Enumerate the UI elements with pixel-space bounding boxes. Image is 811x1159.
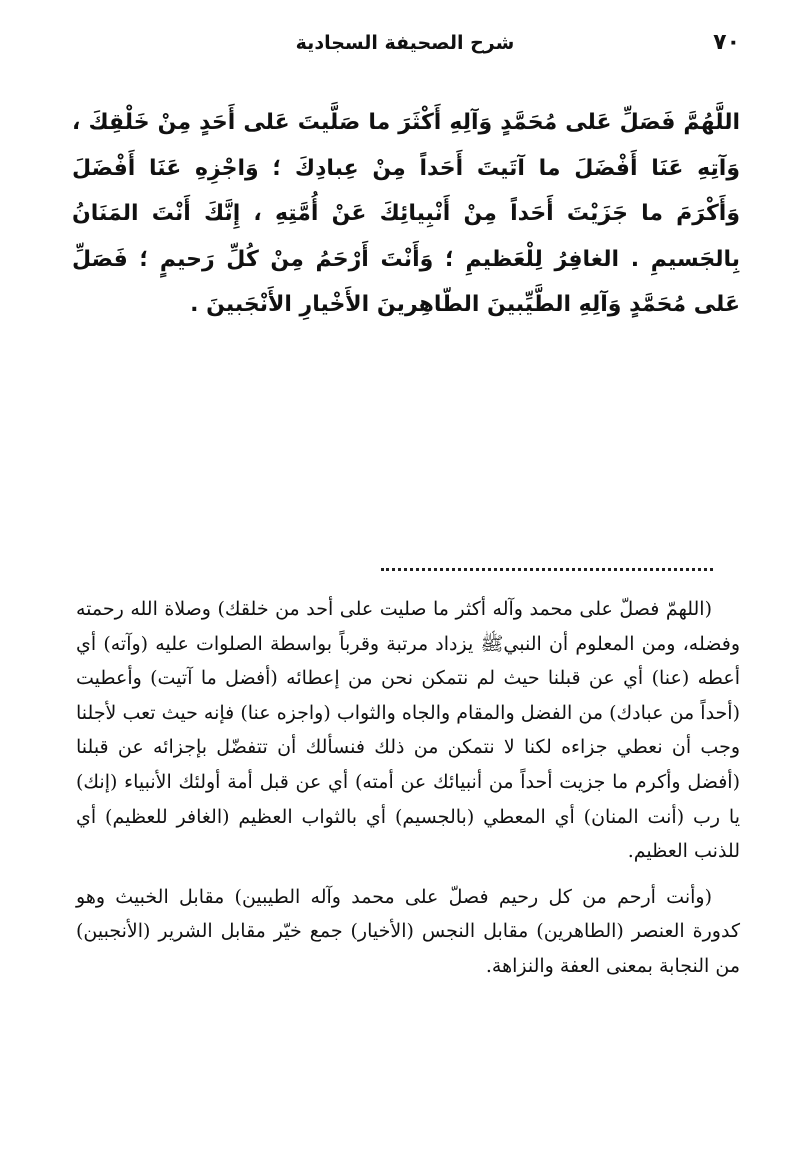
- commentary-paragraph-2: (وأنت أرحم من كل رحيم فصلّ على محمد وآله الطيبين) مقابل الخبيث وهو كدورة العنصر (الطاهرين) مقابل النجس (الأخيار) جمع خيّر مقابل الشرير (الأنجبين) من النجابة بمعنى العفة والنزاهة.: [76, 885, 740, 977]
- dotted-separator: [381, 568, 713, 571]
- running-title: شرح الصحيفة السجادية: [295, 32, 515, 54]
- page-header: [70, 28, 740, 62]
- commentary: [76, 592, 740, 995]
- commentary-paragraph-1: (اللهمّ فصلّ على محمد وآله أكثر ما صليت على أحد من خلقك) وصلاة الله رحمته وفضله، ومن المعلوم أن النبيﷺ يزداد مرتبة وقرباً بواسطة الصلوات عليه (وآته) أي أعطه (عنا) أي عن قبلنا حيث لم نتمكن نحن من إعطائه (أفضل ما آتيت) وأعطيت (أحداً من عبادك) من الفضل والمقام والجاه والثواب (واجزه عنا) فإنه حيث تعب لأجلنا وجب أن نعطي جزاءه لكنا لا نتمكن من ذلك فنسألك أن تتفضّل بإجزائه عن قبلنا (أفضل وأكرم ما جزيت أحداً من أنبيائك عن أمته) أي عن قبل أمة أولئك الأنبياء (إنك) يا رب (أنت المنان) أي المعطي (بالجسيم) أي بالثواب العظيم (الغافر للعظيم) أي للذنب العظيم.: [76, 598, 740, 863]
- page-number: ٧٠: [713, 30, 740, 55]
- supplication-text: اللَّهُمَّ فَصَلِّ عَلى مُحَمَّدٍ وَآلِهِ أَكْثَرَ ما صَلَّيتَ عَلى أَحَدٍ مِنْ خَلْقِكَ ، وَآتِهِ عَنَا أَفْضَلَ ما آتَيتَ أَحَداً مِنْ عِبادِكَ ؛ وَاجْزِهِ عَنَا أَفْضَلَ وَأَكْرَمَ ما جَزَيْتَ أَحَداً مِنْ أَنْبِيائِكَ عَنْ أُمَّتِهِ ، إِنَّكَ أَنْتَ المَنَانُ بِالجَسيمِ . الغافِرُ لِلْعَظيمِ ؛ وَأَنْتَ أَرْحَمُ مِنْ كُلِّ رَحيمٍ ؛ فَصَلِّ عَلى مُحَمَّدٍ وَآلِهِ الطَّيِّبينَ الطّاهِرينَ الأَخْيارِ الأَنْجَبينَ .: [72, 110, 740, 317]
